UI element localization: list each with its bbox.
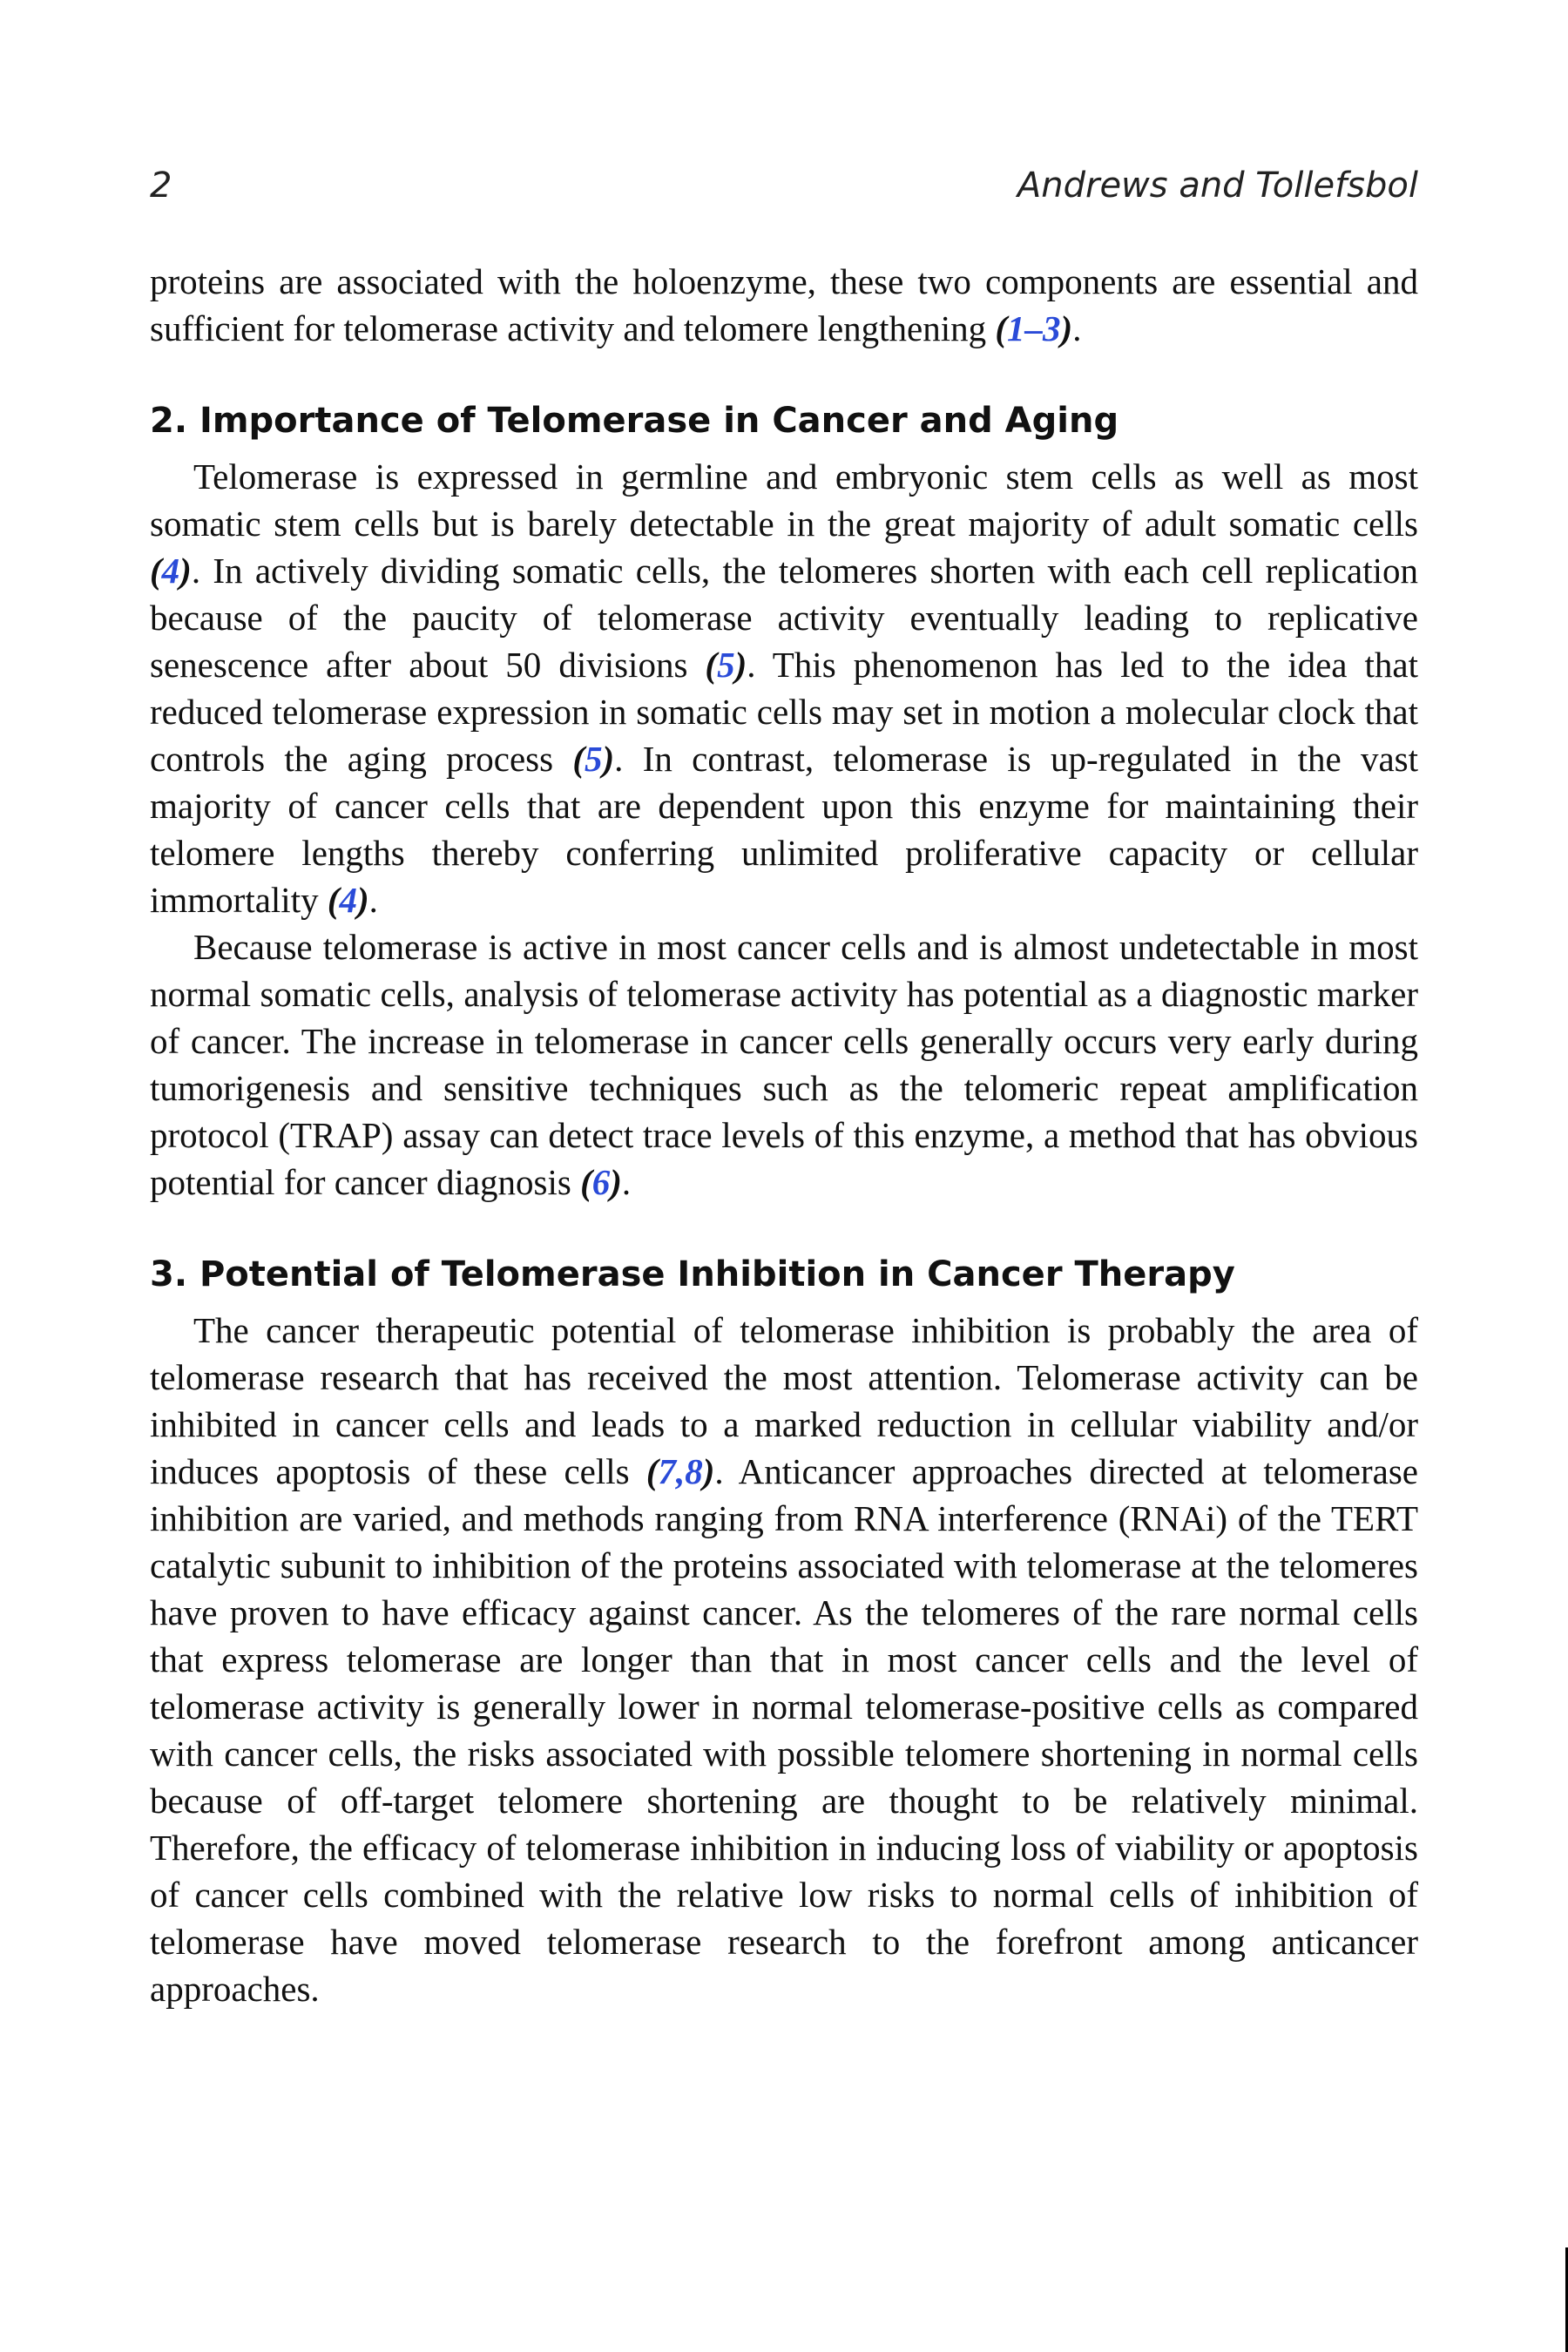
citation-number[interactable]: 7,8 — [658, 1451, 703, 1491]
intro-paragraph — [150, 258, 1418, 352]
citation-number[interactable]: 4 — [161, 551, 180, 591]
text-run: . In contrast, telomerase is up-regulated in the vast majority of cancer cells that are dependent upon this enzyme for maintaining their telomere lengths thereby conferring unlimited proliferative capacity or cellular immortality — [150, 739, 1418, 920]
citation-number[interactable]: 5 — [717, 645, 735, 685]
page-header — [150, 166, 1418, 218]
intro-text: proteins are associated with the holoenzyme, these two components are essential and sufficient for telomerase activity and telomere lengthening — [150, 261, 1418, 348]
section-2-paragraph-1 — [150, 453, 1418, 923]
citation-number[interactable]: 5 — [585, 739, 603, 779]
page-body — [150, 258, 1418, 2012]
citation[interactable]: (4) — [327, 880, 369, 920]
text-run: Because telomerase is active in most cancer cells and is almost undetectable in most normal somatic cells, analysis of telomerase activity has potential as a diagnostic marker of cancer. The increase in telomerase in cancer cells generally occurs very early during tumorigenesis and sensitive techniques such as the telomeric repeat amplification protocol (TRAP) assay can detect trace levels of this enzyme, a method that has obvious potential for cancer diagnosis — [150, 927, 1418, 1202]
citation-number[interactable]: 1–3 — [1007, 308, 1061, 348]
section-3-heading: 3. Potential of Telomerase Inhibition in Cancer Therapy — [150, 1254, 1235, 1294]
citation[interactable]: (1–3) — [995, 308, 1073, 348]
citation-number[interactable]: 4 — [339, 880, 357, 920]
section-2-paragraph-2 — [150, 923, 1418, 1206]
citation[interactable]: (7,8) — [645, 1451, 715, 1491]
citation-number[interactable]: 6 — [591, 1162, 611, 1202]
page-number: 2 — [150, 166, 172, 206]
section-2-heading: 2. Importance of Telomerase in Cancer and Aging — [150, 401, 1119, 441]
intro-end: . — [1072, 308, 1082, 348]
running-head: Andrews and Tollefsbol — [1017, 166, 1418, 206]
text-run: The cancer therapeutic potential of telomerase inhibition is probably the area of telomerase research that has received the most attention. Telomerase activity can be inhibited in cancer cells and leads to a marked reduction in cellular viability and/or induces apoptosis of these cells — [150, 1310, 1418, 1491]
citation[interactable]: (6) — [580, 1162, 622, 1202]
text-run: . — [368, 880, 378, 920]
section-3-paragraph-1 — [150, 1307, 1418, 2012]
text-run: . Anticancer approaches directed at telomerase inhibition are varied, and methods ranging from RNA interference (RNAi) of the TERT catalytic subunit to inhibition of the proteins associated with telomerase at the telomeres have proven to have efficacy against cancer. As the telomeres of the rare normal cells that express telomerase are longer than that in most cancer cells and the level of telomerase activity is generally lower in normal telomerase-positive cells as compared with cancer cells, the risks associated with possible telomere shortening in normal cells because of off-target telomere shortening are thought to be relatively minimal. Therefore, the efficacy of telomerase inhibition in inducing loss of viability or apoptosis of cancer cells combined with the relative low risks to normal cells of inhibition of telomerase have moved telomerase research to the forefront among anticancer approaches. — [150, 1451, 1418, 2009]
citation[interactable]: (4) — [150, 551, 192, 591]
text-run: . In actively dividing somatic cells, the telomeres shorten with each cell replication because of the paucity of telomerase activity eventually leading to replicative senescence after about 50 divisions — [150, 551, 1418, 685]
text-run: Telomerase is expressed in germline and embryonic stem cells as well as most somatic stem cells but is barely detectable in the great majority of adult somatic cells — [150, 456, 1418, 544]
text-run: . — [621, 1162, 632, 1202]
citation[interactable]: (5) — [705, 645, 747, 685]
text-run: . This phenomenon has led to the idea that reduced telomerase expression in somatic cells may set in motion a molecular clock that controls the aging process — [150, 645, 1418, 779]
citation[interactable]: (5) — [572, 739, 615, 779]
